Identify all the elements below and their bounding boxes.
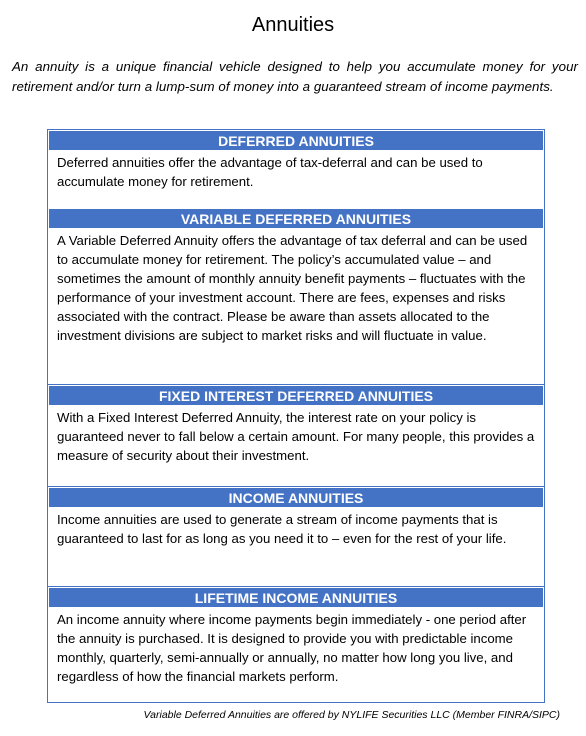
section-body: With a Fixed Interest Deferred Annuity, the interest rate on your policy is guaranteed never to fall below a certain amount. For many people, this provides a measure of security about their investment. [48,406,544,487]
section-body: An income annuity where income payments begin immediately - one period after the annuity is purchased. It is designed to provide you with predictable income monthly, quarterly, semi-annually or annually, no matter how long you live, and regardless of how the financial markets perform. [57,612,527,684]
intro-paragraph: An annuity is a unique financial vehicle designed to help you accumulate money for your retirement and/or turn a lump-sum of money into a guaranteed stream of income payments. [12,59,578,94]
annuity-types-table [47,129,545,703]
section-body: A Variable Deferred Annuity offers the advantage of tax deferral and can be used to accumulate money for retirement. The policy’s accumulated value – and sometimes the amount of monthly annuity benefit payments – fluctuates with the performance of your investment account. There are fees, expenses and risks associated with the contract. Please be aware than assets allocated to the investment divisions are subject to market risks and will fluctuate in value. [48,229,544,385]
page-title: Annuities [251,14,335,36]
section-heading: DEFERRED ANNUITIES [48,130,544,151]
section-heading: LIFETIME INCOME ANNUITIES [48,587,544,608]
section-deferred-annuities [48,130,544,209]
section-lifetime-income-annuities [48,587,544,704]
footer-disclaimer: Variable Deferred Annuities are offered by NYLIFE Securities LLC (Member FINRA/SIPC) [143,709,560,721]
section-heading: FIXED INTEREST DEFERRED ANNUITIES [48,385,544,406]
section-heading: INCOME ANNUITIES [48,487,544,508]
section-body: Income annuities are used to generate a stream of income payments that is guaranteed to last for as long as you need it to – even for the rest of your life. [48,508,544,587]
section-body: Deferred annuities offer the advantage of tax-deferral and can be used to accumulate money for retirement. [48,151,544,209]
section-heading: VARIABLE DEFERRED ANNUITIES [48,208,544,229]
section-income-annuities [48,487,544,587]
section-fixed-interest-deferred-annuities [48,385,544,487]
section-variable-deferred-annuities [48,208,544,385]
